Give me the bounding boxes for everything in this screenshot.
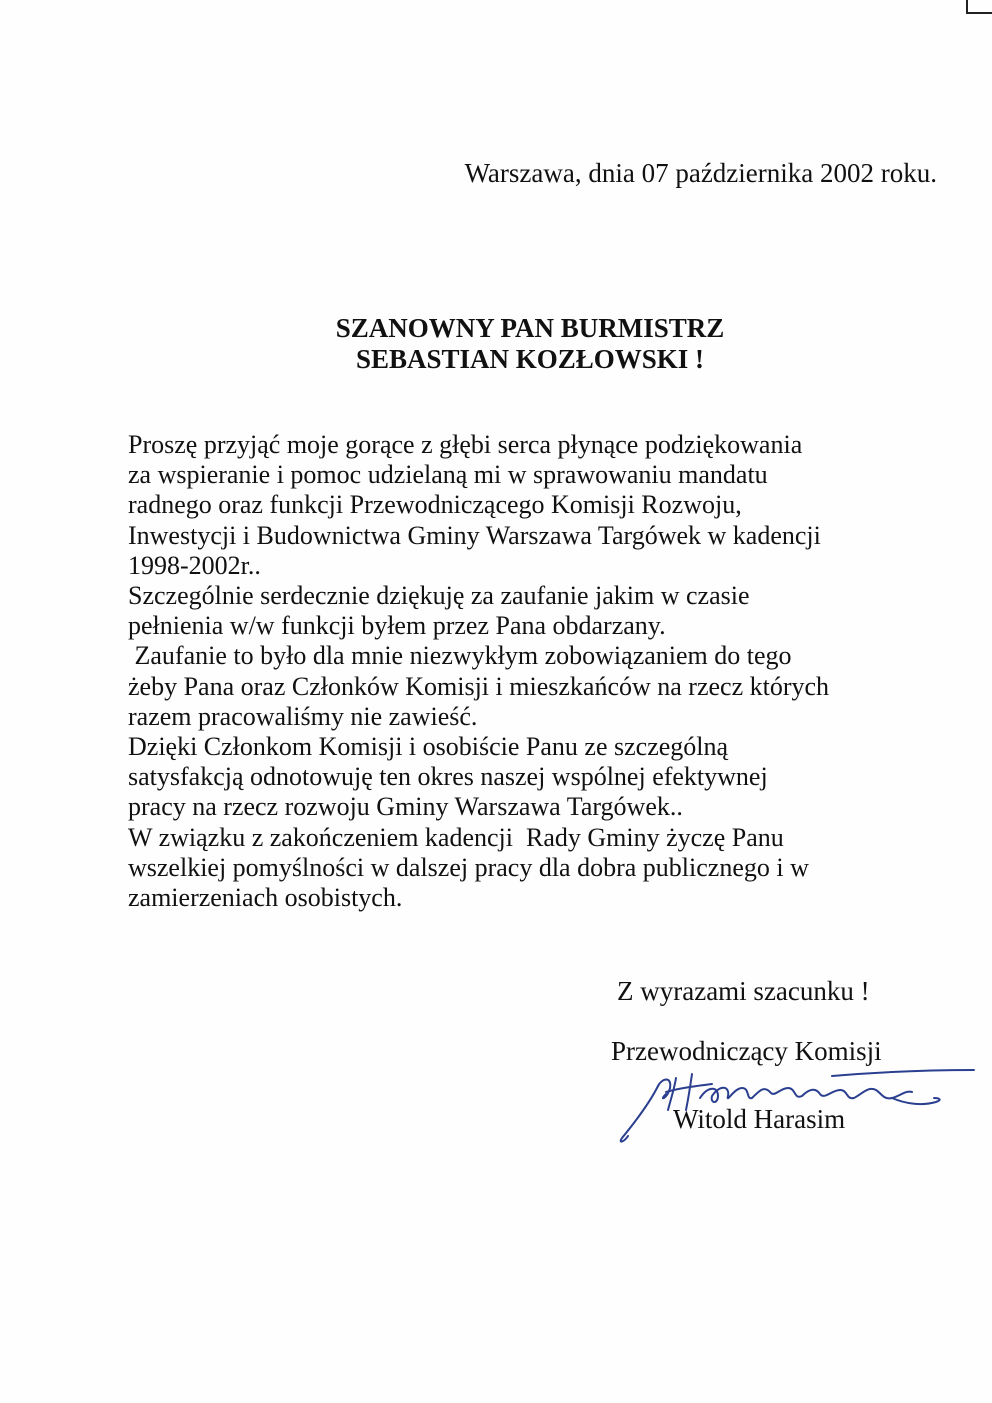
body-line: Inwestycji i Budownictwa Gminy Warszawa Targówek w kadencji: [128, 520, 821, 550]
body-line: Zaufanie to było dla mnie niezwykłym zobowiązaniem do tego: [128, 641, 792, 671]
salutation-line: SZANOWNY PAN BURMISTRZ: [335, 313, 725, 343]
signature-stroke: [832, 1070, 974, 1076]
handwritten-signature: [600, 1058, 980, 1148]
signature-stroke: [700, 1088, 912, 1102]
body-line: wszelkiej pomyślności w dalszej pracy dla dobra publicznego i w: [128, 852, 809, 882]
body-line: satysfakcją odnotowuję ten okres naszej wspólnej efektywnej: [128, 762, 768, 792]
body-line: Dzięki Członkom Komisji i osobiście Panu ze szczególną: [128, 732, 729, 762]
body-line: zamierzeniach osobistych.: [128, 883, 403, 913]
closing-phrase: Z wyrazami szacunku !: [617, 976, 870, 1006]
body-line: za wspieranie i pomoc udzielaną mi w sprawowaniu mandatu: [128, 460, 768, 490]
body-line: radnego oraz funkcji Przewodniczącego Komisji Rozwoju,: [128, 490, 742, 520]
signature-stroke: [621, 1086, 658, 1142]
body-line: Szczególnie serdecznie dziękuję za zaufanie jakim w czasie: [128, 581, 750, 611]
body-line: 1998-2002r..: [128, 550, 261, 580]
body-line: razem pracowaliśmy nie zawieść.: [128, 701, 478, 731]
signatory-title: Przewodniczący Komisji: [611, 1036, 882, 1066]
signatory-name: Witold Harasim: [673, 1104, 846, 1134]
body-line: W związku z zakończeniem kadencji Rady Gminy życzę Panu: [128, 822, 784, 852]
signature-stroke: [892, 1098, 940, 1104]
signature-stroke: [658, 1080, 670, 1099]
signature-strokes: [621, 1070, 974, 1142]
body-line: pełnienia w/w funkcji byłem przez Pana obdarzany.: [128, 611, 666, 641]
body-line: żeby Pana oraz Członków Komisji i mieszkańców na rzecz których: [128, 671, 830, 701]
salutation-line: SEBASTIAN KOZŁOWSKI !: [355, 344, 705, 374]
body-line: Proszę przyjąć moje gorące z głębi serca płynące podziękowania: [128, 430, 803, 459]
salutation: [0, 313, 992, 375]
page-corner-mark: [966, 0, 992, 14]
date-line: Warszawa, dnia 07 października 2002 roku.: [464, 158, 937, 188]
body-line: pracy na rzecz rozwoju Gminy Warszawa Targówek..: [128, 792, 683, 822]
letter-body: [128, 430, 958, 913]
